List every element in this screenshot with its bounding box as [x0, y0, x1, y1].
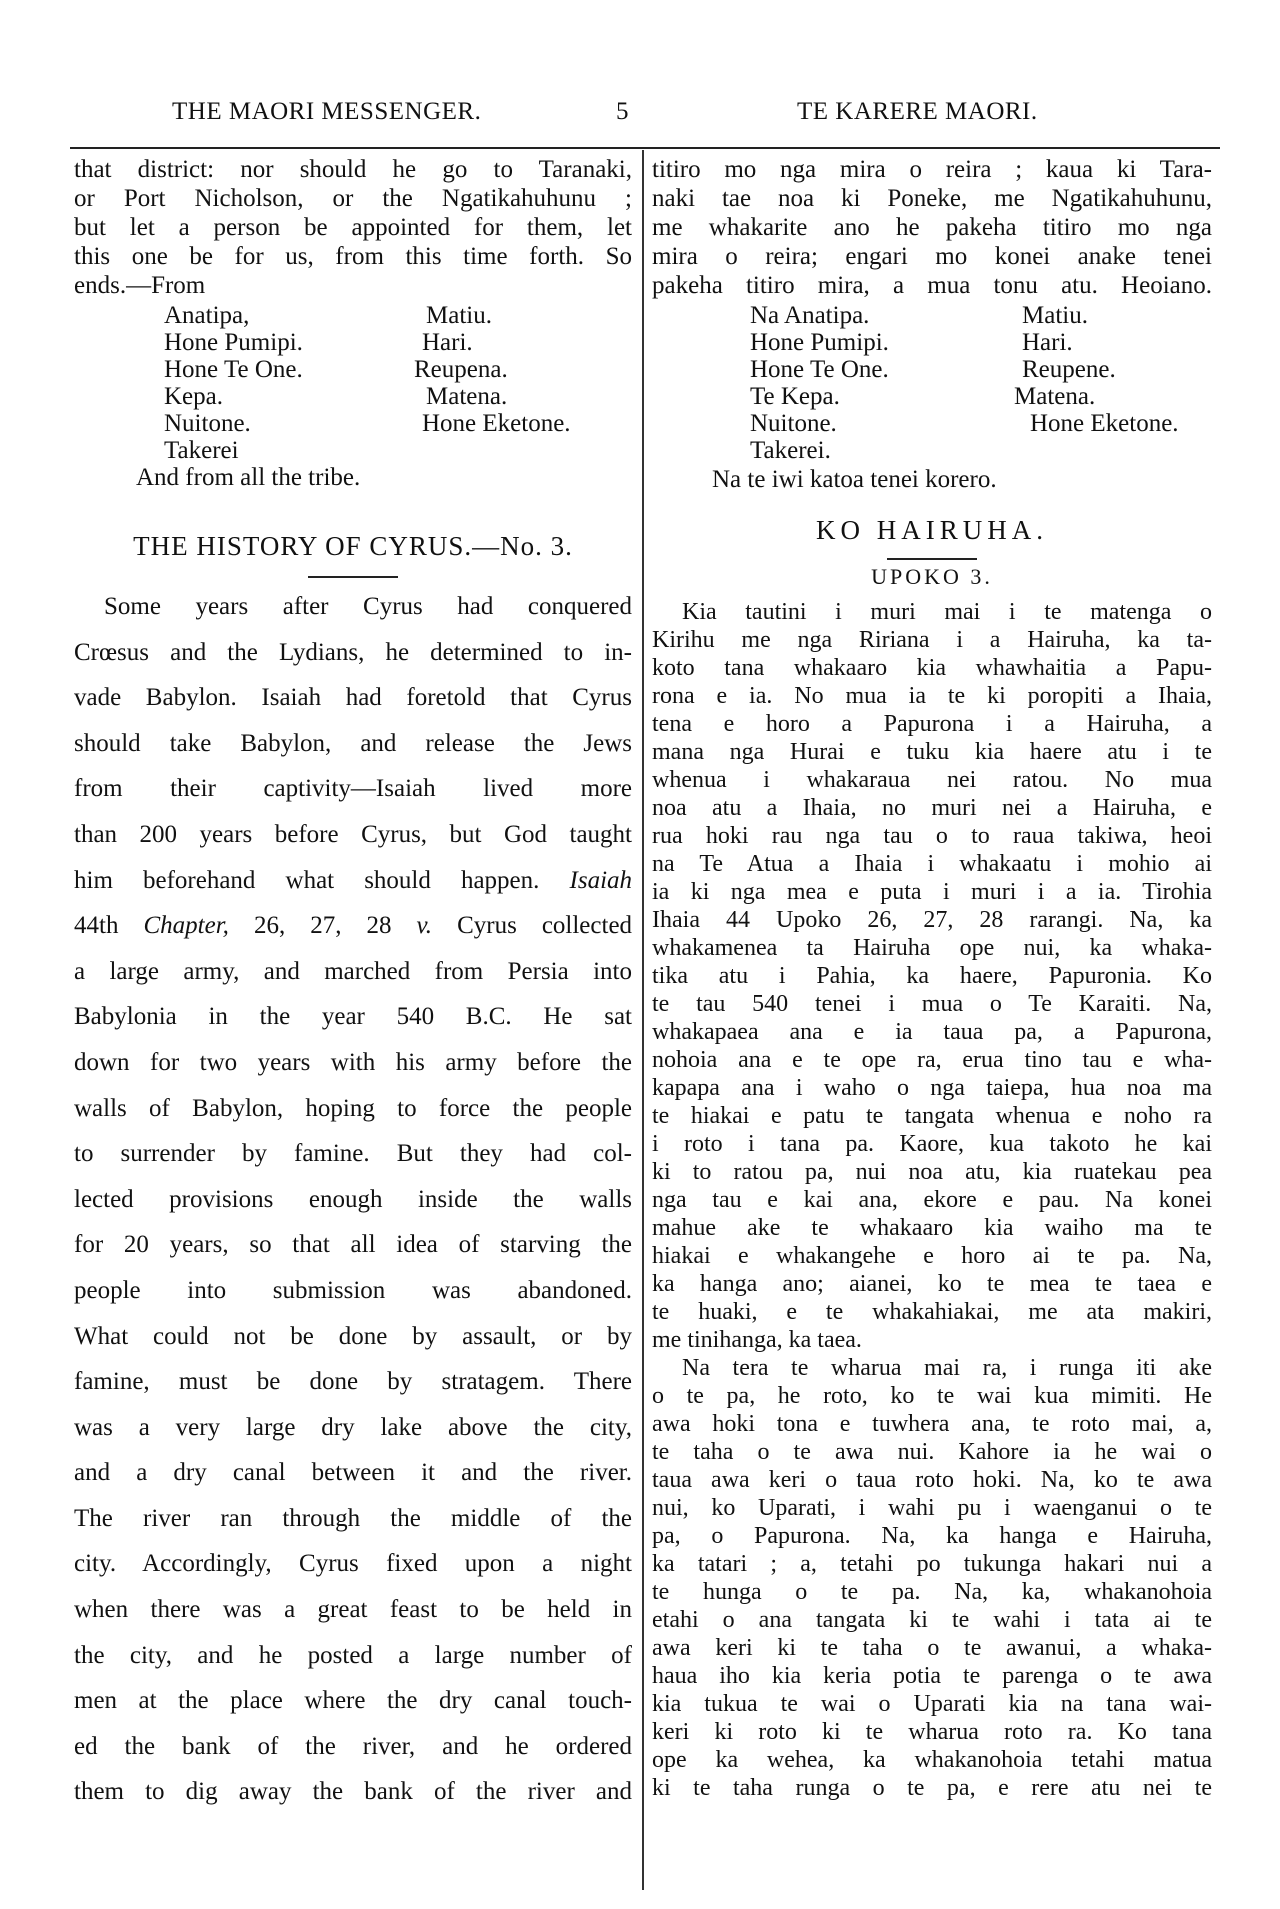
- text-line: vade Babylon. Isaiah had foretold that Cyrus: [74, 684, 632, 712]
- title-rule: [308, 576, 398, 578]
- signatory-row: [74, 302, 632, 329]
- text-line: whakamenea ta Hairuha ope nui, ka whaka-: [652, 935, 1212, 961]
- text-line: koto tana whakaaro kia whawhaitia a Papu-: [652, 655, 1212, 681]
- signatory-name: Takerei.: [750, 437, 831, 464]
- text-line: hiakai e whakangehe e horo ai te pa. Na,: [652, 1243, 1212, 1269]
- closing-line: And from all the tribe.: [136, 464, 361, 491]
- maori-signatories: [652, 302, 1212, 437]
- signatory-row: [652, 329, 1212, 356]
- scripture-verse: v.: [416, 912, 433, 940]
- text-line: men at the place where the dry canal touch-: [74, 1687, 632, 1715]
- signatory-name: Hone Eketone.: [422, 410, 571, 437]
- text-line: noa atu a Ihaia, no muri nei a Hairuha, e: [652, 795, 1212, 821]
- signatory-name: Hone Eketone.: [1030, 410, 1179, 437]
- signatory-name: Anatipa,: [164, 302, 250, 329]
- text-line: ed the bank of the river, and he ordered: [74, 1732, 632, 1760]
- text-line: pakeha titiro mira, a mua tonu atu. Heoiano.: [652, 272, 1212, 299]
- english-signatories: [74, 302, 632, 437]
- running-head: [0, 98, 1280, 130]
- text-line: ope ka wehea, ka whakanohoia tetahi matua: [652, 1747, 1212, 1773]
- column-divider: [642, 150, 644, 1890]
- text-line: te hiakai e patu te tangata whenua e noho ra: [652, 1103, 1212, 1129]
- text-line: [74, 858, 632, 904]
- text-line: ka hanga ano; aianei, ko te mea te taea e: [652, 1271, 1212, 1297]
- text-line: The river ran through the middle of the: [74, 1504, 632, 1532]
- maori-column: [652, 155, 1212, 1802]
- signatory-name: Takerei: [164, 437, 239, 464]
- signatory-name: Reupena.: [414, 356, 508, 383]
- signatory-row: [74, 410, 632, 437]
- text-line: me whakarite ano he pakeha titiro mo nga: [652, 214, 1212, 241]
- section-title: KO HAIRUHA.: [816, 515, 1048, 545]
- signatory-name: Reupene.: [1022, 356, 1116, 383]
- text-line: tika atu i Pahia, ka haere, Papuronia. Ko: [652, 963, 1212, 989]
- text-line: What could not be done by assault, or by: [74, 1322, 632, 1350]
- signatory-row: [74, 356, 632, 383]
- text-line: titiro mo nga mira o reira ; kaua ki Tara-: [652, 156, 1212, 183]
- text-segment: 44th: [74, 912, 119, 940]
- text-line: the city, and he posted a large number of: [74, 1641, 632, 1669]
- text-line: Kirihu me nga Ririana i a Hairuha, ka ta-: [652, 627, 1212, 653]
- text-line: them to dig away the bank of the river and: [74, 1778, 632, 1806]
- scripture-reference: Isaiah: [569, 866, 632, 894]
- english-column: [74, 155, 632, 1815]
- english-masthead: THE MAORI MESSENGER.: [172, 98, 482, 125]
- text-line: Some years after Cyrus had conquered: [104, 593, 632, 620]
- header-rule: [70, 147, 1220, 149]
- text-line: mana nga Hurai e tuku kia haere atu i te: [652, 739, 1212, 765]
- signatory-row: [74, 383, 632, 410]
- signatory-row: [652, 302, 1212, 329]
- signatory-name: Matena.: [1014, 383, 1096, 410]
- text-line: Ihaia 44 Upoko 26, 27, 28 rarangi. Na, ka: [652, 907, 1212, 933]
- text-line: te taha o te awa nui. Kahore ia he wai o: [652, 1439, 1212, 1465]
- text-line: or Port Nicholson, or the Ngatikahuhunu ;: [74, 185, 632, 212]
- signatory-row: [74, 329, 632, 356]
- text-line: rua hoki rau nga tau o to raua takiwa, heoi: [652, 823, 1212, 849]
- text-line: i roto i tana pa. Kaore, kua takoto he kai: [652, 1131, 1212, 1157]
- text-line: that district: nor should he go to Taranaki,: [74, 156, 632, 183]
- text-line: ia ki nga mea e puta i muri i a ia. Tirohia: [652, 879, 1212, 905]
- text-line: when there was a great feast to be held in: [74, 1596, 632, 1624]
- text-line: but let a person be appointed for them, let: [74, 214, 632, 241]
- text-line: ka tatari ; a, tetahi po tukunga hakari nui a: [652, 1551, 1212, 1577]
- text-line: from their captivity—Isaiah lived more: [74, 775, 632, 803]
- text-line: taua awa keri o taua roto hoki. Na, ko te awa: [652, 1467, 1212, 1493]
- text-line: nui, ko Uparati, i wahi pu i waenganui o te: [652, 1495, 1212, 1521]
- text-line: people into submission was abandoned.: [74, 1276, 632, 1304]
- signatory-name: Hone Te One.: [164, 356, 303, 383]
- signatory-name: Matiu.: [426, 302, 492, 329]
- signatory-row: [652, 356, 1212, 383]
- signatory-row: [652, 410, 1212, 437]
- text-line: na Te Atua a Ihaia i whakaatu i mohio ai: [652, 851, 1212, 877]
- text-line: awa hoki tona e tuwhera ana, te roto mai, a,: [652, 1411, 1212, 1437]
- text-line: o te pa, he roto, ko te wai kua mimiti. He: [652, 1383, 1212, 1409]
- signatory-name: Hari.: [422, 329, 473, 356]
- text-line: to surrender by famine. But they had col-: [74, 1140, 632, 1168]
- text-line: lected provisions enough inside the walls: [74, 1185, 632, 1213]
- text-line: and a dry canal between it and the river.: [74, 1459, 632, 1487]
- text-line: me tinihanga, ka taea.: [652, 1327, 862, 1353]
- text-line: than 200 years before Cyrus, but God taught: [74, 820, 632, 848]
- text-line: te huaki, e te whakahiakai, me ata makiri,: [652, 1299, 1212, 1325]
- text-line: rona e ia. No mua ia te ki poropiti a Ihaia,: [652, 683, 1212, 709]
- text-line: whenua i whakaraua nei ratou. No mua: [652, 767, 1212, 793]
- text-line: this one be for us, from this time forth. So: [74, 243, 632, 270]
- closing-line: Na te iwi katoa tenei korero.: [712, 466, 997, 493]
- signatory-name: Kepa.: [164, 383, 223, 410]
- text-line: Babylonia in the year 540 B.C. He sat: [74, 1003, 632, 1031]
- text-segment: him beforehand what should happen.: [74, 866, 540, 894]
- text-line: Crœsus and the Lydians, he determined to in-: [74, 638, 632, 666]
- text-line: keri ki roto ki te wharua roto ra. Ko tana: [652, 1719, 1212, 1745]
- text-line: ends.—From: [74, 272, 206, 299]
- signatory-name: Hone Pumipi.: [750, 329, 889, 356]
- text-line: Kia tautini i muri mai i te matenga o: [682, 599, 1212, 625]
- text-line: nga tau e kai ana, ekore e pau. Na konei: [652, 1187, 1212, 1213]
- text-line: city. Accordingly, Cyrus fixed upon a night: [74, 1550, 632, 1578]
- scripture-chapter: Chapter,: [143, 912, 229, 940]
- text-line: te hunga o te pa. Na, ka, whakanohoia: [652, 1579, 1212, 1605]
- signatory-row: [652, 383, 1212, 410]
- chapter-label: UPOKO 3.: [871, 564, 993, 589]
- signatory-name: Matena.: [426, 383, 508, 410]
- section-title: THE HISTORY OF CYRUS.—No. 3.: [133, 531, 573, 561]
- text-line: tena e horo a Papurona i a Hairuha, a: [652, 711, 1212, 737]
- maori-masthead: TE KARERE MAORI.: [797, 98, 1038, 125]
- text-line: walls of Babylon, hoping to force the people: [74, 1094, 632, 1122]
- text-line: famine, must be done by stratagem. There: [74, 1368, 632, 1396]
- text-line: [74, 903, 632, 949]
- title-rule: [887, 558, 977, 560]
- signatory-name: Hari.: [1022, 329, 1073, 356]
- signatory-name: Hone Te One.: [750, 356, 889, 383]
- signatory-name: Nuitone.: [164, 410, 251, 437]
- text-line: mira o reira; engari mo konei anake tenei: [652, 243, 1212, 270]
- signatory-name: Nuitone.: [750, 410, 837, 437]
- text-line: ki to ratou pa, nui noa atu, kia ruatekau pea: [652, 1159, 1212, 1185]
- text-line: kia tukua te wai o Uparati kia na tana wai-: [652, 1691, 1212, 1717]
- text-line: whakapaea ana e ia taua pa, a Papurona,: [652, 1019, 1212, 1045]
- text-line: was a very large dry lake above the city,: [74, 1413, 632, 1441]
- text-line: Na tera te wharua mai ra, i runga iti ake: [682, 1355, 1212, 1381]
- text-line: mahue ake te whakaaro kia waiho ma te: [652, 1215, 1212, 1241]
- text-line: naki tae noa ki Poneke, me Ngatikahuhunu,: [652, 185, 1212, 212]
- text-line: haua iho kia keria potia te parenga o te awa: [652, 1663, 1212, 1689]
- text-segment: 26, 27, 28: [253, 912, 392, 940]
- signatory-name: Hone Pumipi.: [164, 329, 303, 356]
- text-line: a large army, and marched from Persia into: [74, 957, 632, 985]
- signatory-name: Te Kepa.: [750, 383, 840, 410]
- text-line: should take Babylon, and release the Jews: [74, 729, 632, 757]
- text-line: down for two years with his army before the: [74, 1048, 632, 1076]
- page-number: 5: [616, 98, 629, 125]
- text-line: for 20 years, so that all idea of starving the: [74, 1231, 632, 1259]
- signatory-name: Na Anatipa.: [750, 302, 870, 329]
- signatory-name: Matiu.: [1022, 302, 1088, 329]
- text-segment: Cyrus collected: [457, 912, 632, 940]
- text-line: te tau 540 tenei i mua o Te Karaiti. Na,: [652, 991, 1212, 1017]
- text-line: awa keri ki te taha o te awanui, a whaka-: [652, 1635, 1212, 1661]
- text-line: nohoia ana e te ope ra, erua tino tau e wha-: [652, 1047, 1212, 1073]
- text-line: ki te taha runga o te pa, e rere atu nei te: [652, 1775, 1212, 1801]
- text-line: etahi o ana tangata ki te wahi i tata ai te: [652, 1607, 1212, 1633]
- text-line: kapapa ana i waho o nga taiepa, hua noa ma: [652, 1075, 1212, 1101]
- text-line: pa, o Papurona. Na, ka hanga e Hairuha,: [652, 1523, 1212, 1549]
